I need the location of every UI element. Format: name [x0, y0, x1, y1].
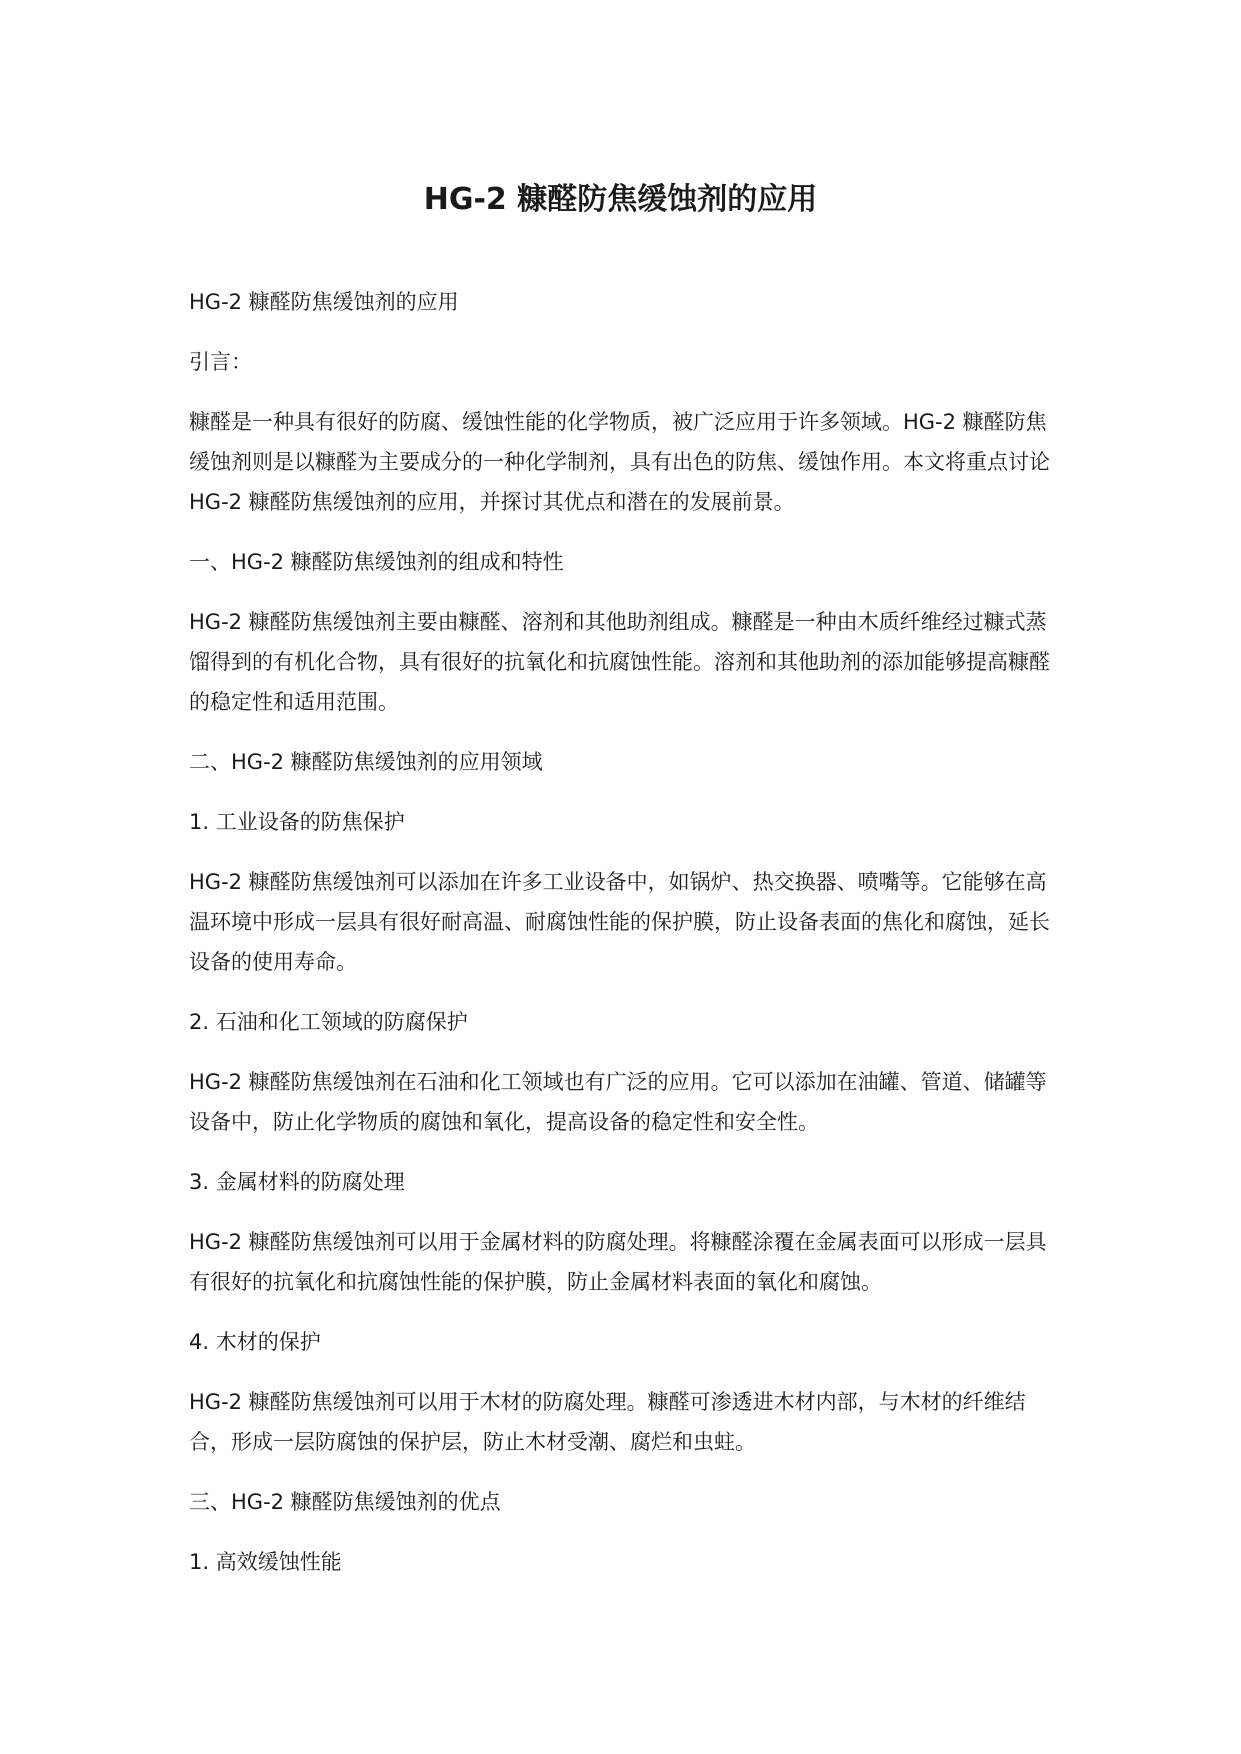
subheading-metal: 3. 金属材料的防腐处理 — [189, 1170, 405, 1194]
section-heading-3: 三、HG-2 糠醛防焦缓蚀剂的优点 — [189, 1490, 501, 1514]
section-heading-1: 一、HG-2 糠醛防焦缓蚀剂的组成和特性 — [189, 550, 564, 574]
paragraph-industrial: HG-2 糠醛防焦缓蚀剂可以添加在许多工业设备中，如锅炉、热交换器、喷嘴等。它能够在高温环境中形成一层具有很好耐高温、耐腐蚀性能的保护膜，防止设备表面的焦化和腐蚀，延长设备的使用寿命。 — [189, 870, 1050, 974]
paragraph-intro: 糠醛是一种具有很好的防腐、缓蚀性能的化学物质，被广泛应用于许多领域。HG-2 糠醛防焦缓蚀剂则是以糠醛为主要成分的一种化学制剂，具有出色的防焦、缓蚀作用。本文将重点讨论 HG-2 糠醛防焦缓蚀剂的应用，并探讨其优点和潜在的发展前景。 — [189, 410, 1050, 514]
subheading-petroleum: 2. 石油和化工领域的防腐保护 — [189, 1010, 468, 1034]
section-heading-2: 二、HG-2 糠醛防焦缓蚀剂的应用领域 — [189, 750, 543, 774]
paragraph-subtitle: HG-2 糠醛防焦缓蚀剂的应用 — [189, 290, 459, 314]
paragraph-composition: HG-2 糠醛防焦缓蚀剂主要由糠醛、溶剂和其他助剂组成。糠醛是一种由木质纤维经过糠式蒸馏得到的有机化合物，具有很好的抗氧化和抗腐蚀性能。溶剂和其他助剂的添加能够提高糠醛的稳定性和适用范围。 — [189, 610, 1050, 714]
subheading-efficiency: 1. 高效缓蚀性能 — [189, 1550, 342, 1574]
document-title: HG-2 糠醛防焦缓蚀剂的应用 — [423, 182, 818, 217]
paragraph-metal: HG-2 糠醛防焦缓蚀剂可以用于金属材料的防腐处理。将糠醛涂覆在金属表面可以形成一层具有很好的抗氧化和抗腐蚀性能的保护膜，防止金属材料表面的氧化和腐蚀。 — [189, 1230, 1047, 1294]
document-body — [189, 282, 1057, 1582]
paragraph-petroleum: HG-2 糠醛防焦缓蚀剂在石油和化工领域也有广泛的应用。它可以添加在油罐、管道、储罐等设备中，防止化学物质的腐蚀和氧化，提高设备的稳定性和安全性。 — [189, 1070, 1047, 1134]
paragraph-wood: HG-2 糠醛防焦缓蚀剂可以用于木材的防腐处理。糠醛可渗透进木材内部，与木材的纤维结合，形成一层防腐蚀的保护层，防止木材受潮、腐烂和虫蛀。 — [189, 1390, 1026, 1454]
subheading-wood: 4. 木材的保护 — [189, 1330, 321, 1354]
subheading-industrial: 1. 工业设备的防焦保护 — [189, 810, 405, 834]
paragraph-intro-label: 引言： — [189, 350, 252, 374]
